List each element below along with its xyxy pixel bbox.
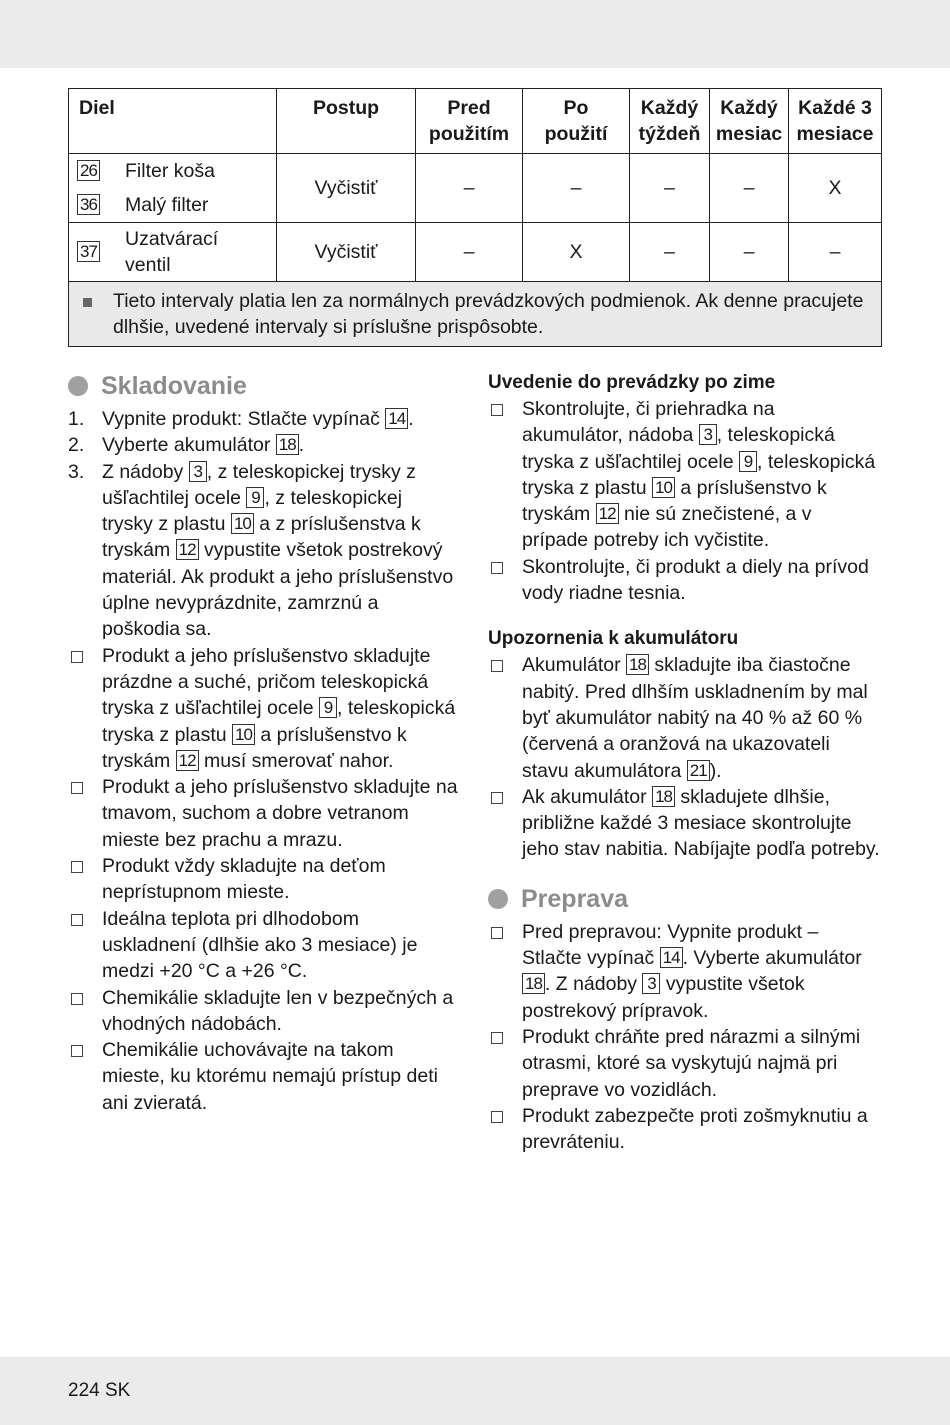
section-heading-storage: Skladovanie [68, 370, 458, 402]
procedure-cell: Vyčistiť [277, 154, 416, 223]
item-text: Produkt chráňte pred nárazmi a silnými otrasmi, ktoré sa vyskytujú najmä pri preprave vo vozidlách. [522, 1025, 861, 1101]
step-number: 1. [68, 408, 85, 430]
reference-number: 21 [687, 760, 710, 781]
list-item [68, 853, 458, 906]
table-cell: X [789, 154, 882, 223]
list-item [68, 906, 458, 985]
storage-bullets [68, 643, 458, 1116]
checkbox-bullet-icon [488, 1103, 522, 1156]
item-text: Produkt zabezpečte proti zošmyknutiu a prevráteniu. [522, 1104, 868, 1154]
item-text: Chemikálie uchovávajte na takom mieste, ku ktorému nemajú prístup deti ani zvieratá. [102, 1039, 438, 1114]
reference-number: 18 [522, 973, 545, 994]
table-note [69, 282, 882, 347]
checkbox-bullet-icon [68, 906, 102, 985]
part-cell [69, 223, 277, 282]
section-heading-transport: Preprava [488, 883, 880, 915]
reference-number: 26 [77, 160, 100, 181]
reference-number: 37 [77, 241, 100, 262]
checkbox-bullet-icon [488, 652, 522, 783]
table-header: Pred použitím [416, 89, 523, 154]
item-text: Skontrolujte, či priehradka na akumulátor, nádoba 3 , teleskopická tryska z ušľachtilej ocele 9 , teleskopická tryska z plastu 10 a príslušenstvo k tryskám 12 nie sú znečistené, a v prípade potreby ich vyčistite. [522, 398, 876, 552]
table-cell: – [523, 154, 630, 223]
reference-number: 10 [652, 477, 675, 498]
item-text: Skontrolujte, či produkt a diely na prívod vody riadne tesnia. [522, 555, 869, 605]
reference-number: 10 [231, 513, 254, 534]
subheading-battery: Upozornenia k akumulátoru [488, 628, 739, 650]
circle-bullet-icon [488, 889, 508, 909]
part-cell [69, 154, 277, 223]
checkbox-bullet-icon [68, 1037, 102, 1116]
table-row [69, 154, 882, 223]
list-item [488, 919, 880, 1024]
reference-number: 3 [699, 424, 717, 445]
reference-number: 3 [642, 973, 660, 994]
table-row [69, 223, 882, 282]
part-label: Uzatvárací ventil [125, 228, 219, 276]
reference-number: 3 [189, 461, 207, 482]
item-text: Pred prepravou: Vypnite produkt – Stlačte vypínač 14 . Vyberte akumulátor 18 . Z nádoby 3 vypustite všetok postrekový prípravok. [522, 920, 862, 1022]
reference-number: 18 [652, 786, 675, 807]
item-text: Produkt a jeho príslušenstvo skladujte prázdne a suché, pričom teleskopická tryska z ušľachtilej ocele 9 , teleskopická tryska z plastu 10 a príslušenstvo k tryskám 12 musí smerovať nahor. [102, 644, 456, 772]
reference-number: 9 [739, 451, 757, 472]
reference-number: 9 [319, 697, 337, 718]
item-text: Vyberte akumulátor 18 . [102, 434, 305, 457]
top-band [0, 0, 950, 68]
table-cell: – [630, 223, 710, 282]
table-header: Diel [69, 89, 277, 154]
list-item [68, 643, 458, 774]
list-item [488, 554, 880, 607]
item-text: Ideálna teplota pri dlhodobom uskladnení (dlhšie ako 3 mesiace) je medzi +20 °C a +26 °C. [102, 907, 418, 983]
checkbox-bullet-icon [488, 919, 522, 1024]
battery-bullets [488, 652, 880, 862]
checkbox-bullet-icon [488, 784, 522, 863]
reference-number: 14 [385, 408, 408, 429]
storage-steps [68, 406, 458, 643]
transport-bullets [488, 919, 880, 1156]
list-item [488, 784, 880, 863]
table-cell: – [789, 223, 882, 282]
item-text: Produkt a jeho príslušenstvo skladujte na tmavom, suchom a dobre vetranom mieste bez prachu a mrazu. [102, 776, 458, 851]
table-header-row [69, 89, 882, 154]
reference-number: 12 [596, 503, 619, 524]
right-column [488, 370, 880, 1155]
list-item [68, 985, 458, 1038]
reference-number: 12 [176, 539, 199, 560]
part-label: Filter koša [125, 159, 215, 182]
table-cell: X [523, 223, 630, 282]
maintenance-table [68, 88, 882, 347]
checkbox-bullet-icon [68, 853, 102, 906]
list-item [68, 774, 458, 853]
checkbox-bullet-icon [488, 554, 522, 607]
checkbox-bullet-icon [68, 774, 102, 853]
square-bullet-icon [83, 298, 92, 307]
table-header: Postup [277, 89, 416, 154]
list-item [488, 652, 880, 783]
checkbox-bullet-icon [68, 643, 102, 774]
table-cell: – [710, 223, 789, 282]
reference-number: 12 [176, 750, 199, 771]
reference-number: 18 [276, 434, 299, 455]
list-item [488, 396, 880, 554]
list-item [488, 1103, 880, 1156]
reference-number: 9 [246, 487, 264, 508]
table-header: Každý týždeň [630, 89, 710, 154]
reference-number: 14 [660, 947, 683, 968]
table-note-row [69, 282, 882, 347]
bottom-band [0, 1357, 950, 1425]
item-text: Vypnite produkt: Stlačte vypínač 14 . [102, 408, 414, 430]
table-header: Každý mesiac [710, 89, 789, 154]
checkbox-bullet-icon [488, 1024, 522, 1103]
item-text: Akumulátor 18 skladujte iba čiastočne nabitý. Pred dlhším uskladnením by mal byť akumulátor nabitý na 40 % až 60 % (červená a oranžová na ukazovateli stavu akumulátora 21 ). [522, 654, 868, 782]
item-text: Z nádoby 3 , z teleskopickej trysky z ušľachtilej ocele 9 , z teleskopickej trysky z plastu 10 a z príslušenstva k tryskám 12 vypustite všetok postrekový materiál. Ak produkt a jeho príslušenstvo úplne nevyprázdnite, zamrznú a poškodia sa. [102, 460, 454, 641]
numbered-step [68, 406, 458, 432]
table-cell: – [710, 154, 789, 223]
circle-bullet-icon [68, 376, 88, 396]
item-text: Ak akumulátor 18 skladujete dlhšie, približne každé 3 mesiace skontrolujte jeho stav nabitia. Nabíjajte podľa potreby. [522, 785, 880, 861]
page-number: 224 SK [68, 1380, 131, 1401]
table-header: Každé 3 mesiace [789, 89, 882, 154]
procedure-cell: Vyčistiť [277, 223, 416, 282]
step-number: 2. [68, 434, 85, 457]
checkbox-bullet-icon [68, 985, 102, 1038]
subheading-winter: Uvedenie do prevádzky po zime [488, 372, 776, 393]
step-number: 3. [68, 460, 85, 483]
winter-bullets [488, 396, 880, 606]
note-text: Tieto intervaly platia len za normálnych prevádzkových podmienok. Ak denne pracujete dlhšie, uvedené intervaly si príslušne prispôsobte. [113, 290, 864, 338]
table-header: Po použití [523, 89, 630, 154]
reference-number: 10 [232, 724, 255, 745]
item-text: Produkt vždy skladujte na deťom neprístupnom mieste. [102, 855, 386, 904]
left-column [68, 370, 458, 1116]
part-label: Malý filter [125, 193, 209, 216]
list-item [488, 1024, 880, 1103]
table-cell: – [416, 154, 523, 223]
item-text: Chemikálie skladujte len v bezpečných a vhodných nádobách. [102, 986, 454, 1035]
numbered-step [68, 432, 458, 458]
table-cell: – [630, 154, 710, 223]
reference-number: 18 [626, 654, 649, 675]
table-cell: – [416, 223, 523, 282]
numbered-step [68, 459, 458, 643]
checkbox-bullet-icon [488, 396, 522, 554]
reference-number: 36 [77, 194, 100, 215]
list-item [68, 1037, 458, 1116]
